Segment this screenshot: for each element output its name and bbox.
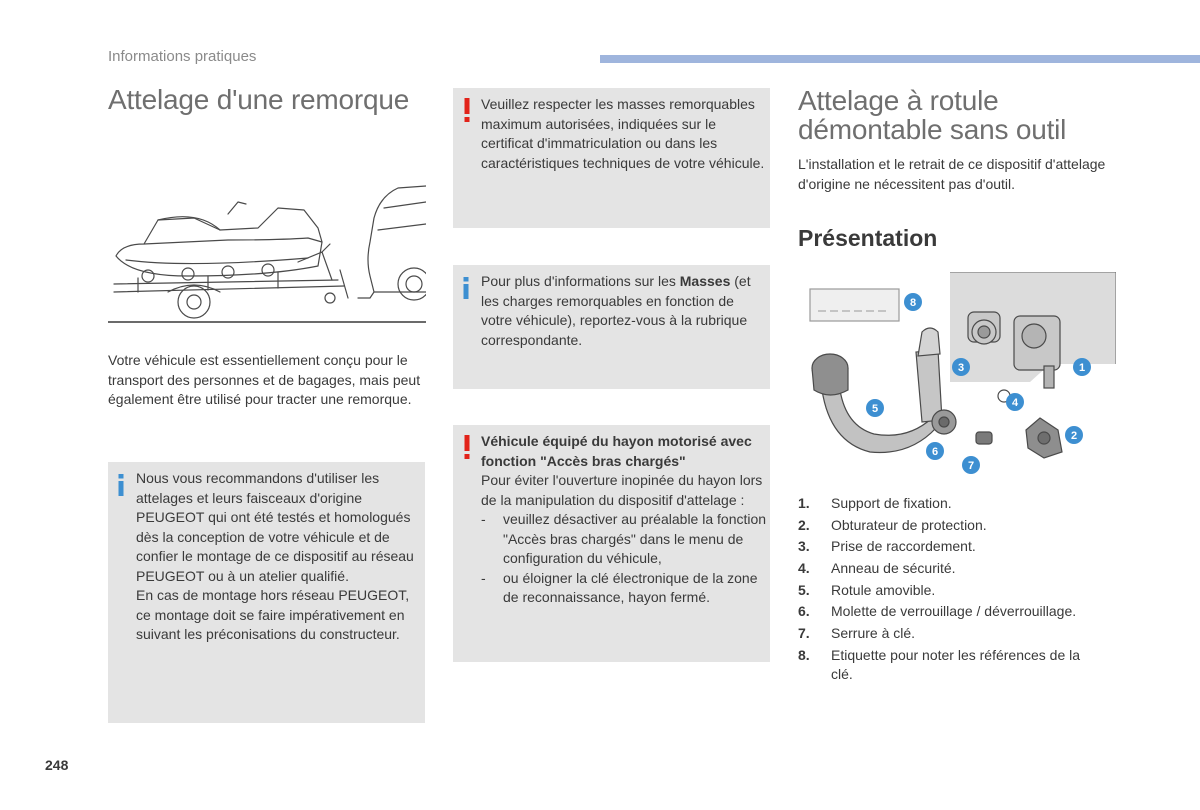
list-item: 1. Support de fixation. xyxy=(798,495,952,511)
callout-5 xyxy=(866,399,884,417)
info-icon xyxy=(462,277,470,299)
list-item: - veuillez désactiver au préalable la fonction "Accès bras chargés" dans le menu de configuration du véhicule, xyxy=(481,511,767,566)
intro-paragraph: Votre véhicule est essentiellement conçu pour le transport des personnes et de bagages, mais peut également être utilisé pour tracter une remorque. xyxy=(108,352,421,407)
parts-list xyxy=(798,494,1098,687)
page-title: Attelage d'une remorque xyxy=(108,84,410,115)
warning-icon xyxy=(463,435,471,459)
masses-info-box xyxy=(453,265,770,389)
list-item: 3. Prise de raccordement. xyxy=(798,538,976,555)
tailgate-warning-list xyxy=(481,510,769,608)
callout-4 xyxy=(1006,393,1024,411)
list-item: 2. Obturateur de protection. xyxy=(798,516,987,533)
callout-3 xyxy=(952,358,970,376)
list-item: 6. Molette de verrouillage / déverrouillage. xyxy=(798,603,1077,620)
list-item: 8. Etiquette pour noter les références de la clé. xyxy=(798,646,1081,683)
callout-8 xyxy=(904,293,922,311)
page-number: 248 xyxy=(45,757,69,773)
svg-text:1: 1 xyxy=(1078,362,1086,374)
svg-text:3: 3 xyxy=(957,362,965,374)
svg-text:2: 2 xyxy=(1070,430,1078,442)
section-title: Attelage à rotule démontable sans outil xyxy=(798,85,1067,145)
svg-text:8: 8 xyxy=(909,297,917,309)
svg-text:4: 4 xyxy=(1011,397,1019,409)
svg-text:6: 6 xyxy=(931,446,939,458)
list-item: 7. Serrure à clé. xyxy=(798,625,916,642)
info-paragraph-1: Nous vous recommandons d'utiliser les attelages et leurs faisceaux d'origine PEUGEOT qui ont été testés et homologués dès la conception de votre véhicule et de confier le montage de ce dispositif au réseau PEUGEOT ou à un atelier qualifié. xyxy=(136,470,414,584)
mass-warning-box xyxy=(453,88,770,228)
callout-2 xyxy=(1065,426,1083,444)
mass-warning-text: Veuillez respecter les masses remorquables maximum autorisées, indiquées sur le certificat d'immatriculation ou dans les caractéristiques techniques de votre véhicule. xyxy=(481,96,765,171)
header-accent-bar xyxy=(600,55,1200,63)
list-item: 5. Rotule amovible. xyxy=(798,581,936,598)
section-header: Informations pratiques xyxy=(108,48,257,65)
recommendation-info-box xyxy=(108,462,425,723)
trailer-illustration xyxy=(108,180,426,328)
section-intro: L'installation et le retrait de ce dispositif d'attelage d'origine ne nécessitent pas d'outil. xyxy=(798,156,1106,192)
tailgate-warning-body: Pour éviter l'ouverture inopinée du hayon lors de la manipulation du dispositif d'attelage : xyxy=(481,472,763,508)
callout-6 xyxy=(926,442,944,460)
presentation-heading: Présentation xyxy=(798,225,938,251)
masses-info-text: Pour plus d'informations sur les Masses (et les charges remorquables en fonction de votre véhicule), reportez-vous à la rubrique correspondante. xyxy=(481,273,751,348)
warning-icon xyxy=(463,98,471,122)
list-item: 4. Anneau de sécurité. xyxy=(798,560,956,577)
list-item: - ou éloigner la clé électronique de la zone de reconnaissance, hayon fermé. xyxy=(481,569,758,605)
callout-1 xyxy=(1073,358,1091,376)
tailgate-warning-box xyxy=(453,425,770,662)
svg-text:7: 7 xyxy=(967,460,975,472)
svg-text:5: 5 xyxy=(871,403,879,415)
info-icon xyxy=(117,474,125,496)
callout-7 xyxy=(962,456,980,474)
masses-link-text: Masses xyxy=(679,273,731,289)
tailgate-warning-title: Véhicule équipé du hayon motorisé avec fonction "Accès bras chargés" xyxy=(481,433,752,469)
info-paragraph-2: En cas de montage hors réseau PEUGEOT, ce montage doit se faire impérativement en suivant les préconisations du constructeur. xyxy=(136,587,410,642)
towbar-diagram xyxy=(800,272,1116,482)
